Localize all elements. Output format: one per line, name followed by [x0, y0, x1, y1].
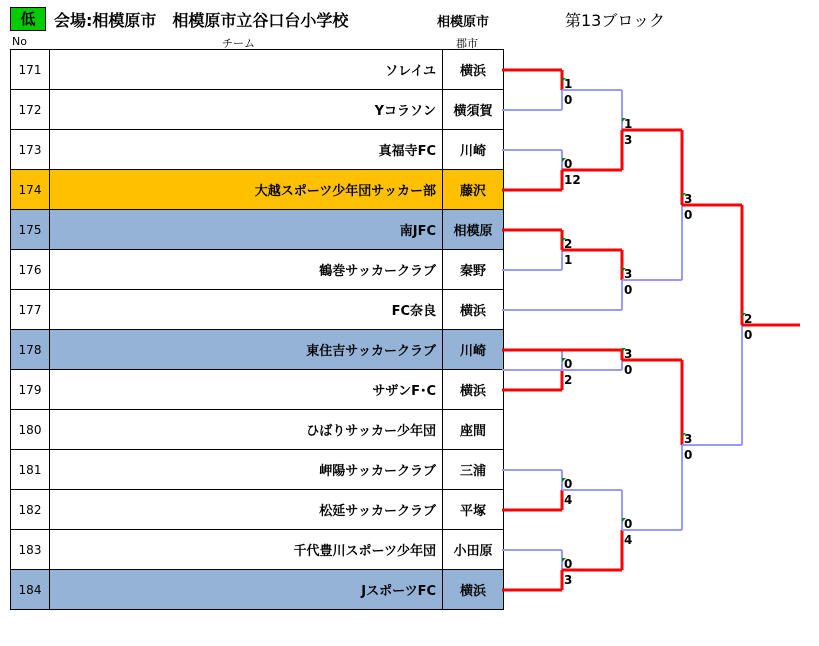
score-label: 0 [684, 208, 693, 222]
host-city: 相模原市 [437, 15, 490, 30]
venue-title: 会場:相模原市 相模原市立谷口台小学校 [54, 11, 349, 30]
team-city: 平塚 [443, 490, 504, 530]
team-name: Yコラソン [50, 90, 443, 130]
score-label: 2 [744, 312, 753, 326]
team-city: 秦野 [443, 250, 504, 290]
score-label: 0 [624, 283, 633, 297]
level-badge: 低 [10, 7, 46, 31]
column-header-city: 郡市 [456, 37, 478, 50]
team-city: 横浜 [443, 290, 504, 330]
team-name: 岬陽サッカークラブ [50, 450, 443, 490]
team-number: 179 [11, 370, 50, 410]
score-label: 3 [624, 133, 633, 147]
block-title: 第13ブロック [565, 11, 666, 30]
team-name: ひばりサッカー少年団 [50, 410, 443, 450]
score-label: 12 [564, 173, 581, 187]
score-label: 3 [684, 192, 693, 206]
column-header-no: No [12, 35, 27, 48]
score-label: 0 [624, 363, 633, 377]
score-label: 0 [564, 477, 573, 491]
score-label: 3 [624, 267, 633, 281]
column-header-team: チーム [222, 37, 255, 50]
team-city: 川崎 [443, 330, 504, 370]
team-city: 横須賀 [443, 90, 504, 130]
score-label: 0 [684, 448, 693, 462]
team-name: 真福寺FC [50, 130, 443, 170]
team-city: 川崎 [443, 130, 504, 170]
team-number: 174 [11, 170, 50, 210]
team-name: ソレイユ [50, 50, 443, 90]
team-name: 千代豊川スポーツ少年団 [50, 530, 443, 570]
score-label: 1 [564, 77, 573, 91]
team-number: 183 [11, 530, 50, 570]
score-label: 3 [684, 432, 693, 446]
score-label: 0 [564, 557, 573, 571]
score-label: 4 [624, 533, 633, 547]
team-number: 180 [11, 410, 50, 450]
team-city: 横浜 [443, 570, 504, 610]
team-city: 小田原 [443, 530, 504, 570]
team-number: 172 [11, 90, 50, 130]
team-city: 横浜 [443, 50, 504, 90]
team-name: 南JFC [50, 210, 443, 250]
team-number: 178 [11, 330, 50, 370]
score-label: 0 [564, 357, 573, 371]
team-city: 横浜 [443, 370, 504, 410]
score-label: 4 [564, 493, 573, 507]
team-name: 大越スポーツ少年団サッカー部 [50, 170, 443, 210]
team-name: 松延サッカークラブ [50, 490, 443, 530]
team-name: 東住吉サッカークラブ [50, 330, 443, 370]
score-label: 1 [624, 117, 633, 131]
score-label: 0 [744, 328, 753, 342]
team-number: 184 [11, 570, 50, 610]
team-city: 相模原 [443, 210, 504, 250]
team-number: 173 [11, 130, 50, 170]
score-label: 3 [624, 347, 633, 361]
team-name: JスポーツFC [50, 570, 443, 610]
team-number: 176 [11, 250, 50, 290]
team-city: 藤沢 [443, 170, 504, 210]
team-number: 171 [11, 50, 50, 90]
team-number: 177 [11, 290, 50, 330]
team-city: 座間 [443, 410, 504, 450]
team-number: 181 [11, 450, 50, 490]
team-name: 鶴巻サッカークラブ [50, 250, 443, 290]
score-label: 3 [564, 573, 573, 587]
team-name: FC奈良 [50, 290, 443, 330]
team-city: 三浦 [443, 450, 504, 490]
team-number: 175 [11, 210, 50, 250]
team-name: サザンF･C [50, 370, 443, 410]
score-label: 0 [564, 157, 573, 171]
team-number: 182 [11, 490, 50, 530]
score-label: 2 [564, 237, 573, 251]
score-label: 2 [564, 373, 573, 387]
score-label: 1 [564, 253, 573, 267]
score-label: 0 [564, 93, 573, 107]
score-label: 0 [624, 517, 633, 531]
